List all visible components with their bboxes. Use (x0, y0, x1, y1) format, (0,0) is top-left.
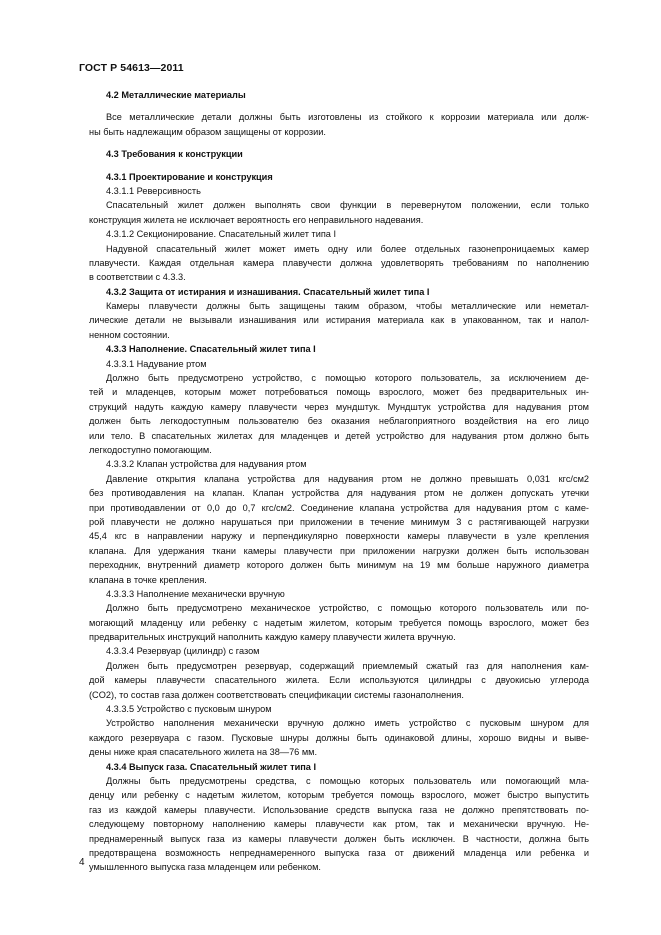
text-line: преднамеренный выпуск газа из камеры плавучести должен быть исключен. В частности, должна быть (89, 833, 589, 844)
text-line: должен быть легкодоступным пользователю без оказания неблагоприятного воздействия на его лицо (89, 416, 589, 427)
text-line: 4.3.3.2 Клапан устройства для надувания ртом (106, 459, 307, 470)
text-line: (CO2), то состав газа должен соответствовать спецификации системы газонаполнения. (89, 689, 464, 700)
text-line: Давление открытия клапана устройства для надувания ртом не должно превышать 0,031 кгс/см2 (106, 473, 589, 484)
text-line: клапана. Для удержания ткани камеры плавучести при приложении нагрузки должен быть использован (89, 545, 589, 556)
text-line: Должно быть предусмотрено механическое устройство, с помощью которого пользователь или по- (106, 603, 589, 614)
text-line: лические детали не вызывали изнашивания или истирания материала как в упакованном, так и напол- (89, 315, 589, 326)
text-line: предотвращена возможность непреднамеренного выпуска газа от движений младенца или ребенка и (89, 847, 589, 858)
text-line: 4.3.3.5 Устройство с пусковым шнуром (106, 704, 272, 715)
text-line: 4.3.3.1 Надувание ртом (106, 358, 207, 369)
text-line: Должен быть предусмотрен резервуар, содержащий приемлемый сжатый газ для наполнения кам- (106, 660, 589, 671)
paragraph-gap (89, 102, 589, 110)
text-line: без противодавления на клапан. Клапан устройства для надувания ртом не должен допускать утечки (89, 488, 589, 499)
section-heading-line: 4.3.2 Защита от истирания и изнашивания. Спасательный жилет типа I (106, 286, 430, 297)
text-line: дены ниже края спасательного жилета на 38—76 мм. (89, 747, 318, 758)
text-line: Должно быть предусмотрено устройство, с помощью которого пользователь, за исключением де- (106, 373, 589, 384)
text-line: при противодавлении от 0,0 до 0,7 кгс/см2. Соединение клапана устройства для надувания ртом с каме- (89, 502, 589, 513)
text-line: 4.3.3.3 Наполнение механически вручную (106, 588, 285, 599)
text-line: переходник, внутренний диаметр которого должен быть минимум на 19 мм больше наружного диаметра (89, 560, 589, 571)
text-line: или тело. В спасательных жилетах для младенцев и детей устройство для надувания ртом должно быть (89, 430, 589, 441)
text-line: следующему повторному наполнению камеры плавучести как ртом, так и механически вручную. Не- (89, 819, 589, 830)
text-line: Должны быть предусмотрены средства, с помощью которых пользователь или помогающий мла- (106, 775, 589, 786)
section-heading-line: 4.2 Металлические материалы (106, 90, 246, 100)
section-heading-line: 4.3.1 Проектирование и конструкция (106, 171, 273, 182)
text-line: струкций надуть каждую камеру плавучести через мундштук. Мундштук устройства для надувания ртом (89, 401, 589, 412)
section-heading-line: 4.3 Требования к конструкции (106, 149, 243, 160)
text-line: Спасательный жилет должен выполнять свои функции в перевернутом положении, если только (106, 200, 589, 211)
text-line: Камеры плавучести должны быть защищены таким образом, чтобы металлические или неметал- (106, 301, 589, 312)
text-line: конструкция жилета не исключает вероятность его неправильного надевания. (89, 214, 424, 225)
document-header: ГОСТ Р 54613—2011 (79, 62, 184, 74)
text-line: каждого резервуара с газом. Пусковые шнуры должны быть одинаковой длины, хорошо видны и выве- (89, 732, 589, 743)
text-line: Все металлические детали должны быть изготовлены из стойкого к коррозии материала или долж- (106, 112, 589, 123)
text-line: умышленного выпуска газа младенцем или ребенком. (89, 862, 321, 873)
text-line: 45,4 кгс в направлении наружу и перпендикулярно поверхности камеры плавучести в узле крепления (89, 531, 589, 542)
text-line: плавучести. Каждая отдельная камера плавучести должна удовлетворять требованиям по наполнению (89, 257, 589, 268)
document-body (89, 88, 589, 875)
text-line: 4.3.3.4 Резервуар (цилиндр) с газом (106, 646, 260, 657)
text-line: газ из каждой камеры плавучести. Использование средств выпуска газа не должно препятствовать по- (89, 804, 589, 815)
text-line: 4.3.1.1 Реверсивность (106, 185, 201, 196)
text-line: 4.3.1.2 Секционирование. Спасательный жилет типа I (106, 229, 337, 240)
paragraph-gap (89, 139, 589, 147)
page-number: 4 (79, 857, 85, 868)
text-line: предварительных инструкций наполнить каждую камеру плавучести жилета вручную. (89, 632, 456, 643)
text-line: в соответствии с 4.3.3. (89, 272, 186, 283)
text-line: дой камеры плавучести спасательного жилета. Если используются цилиндры с двуокисью углерода (89, 675, 589, 686)
text-line: клапана в точке крепления. (89, 574, 207, 585)
section-heading-line: 4.3.4 Выпуск газа. Спасательный жилет типа I (106, 761, 317, 772)
text-line: Надувной спасательный жилет может иметь одну или более отдельных газонепроницаемых камер (106, 243, 589, 254)
text-line: ненном состоянии. (89, 329, 170, 340)
text-line: Устройство наполнения механически вручную должно иметь устройство с пусковым шнуром для (106, 718, 589, 729)
text-line: ны быть надлежащим образом защищены от коррозии. (89, 126, 326, 137)
text-line: легкодоступно помогающим. (89, 444, 212, 455)
paragraph-gap (89, 162, 589, 170)
text-line: рой плавучести не должно нарушаться при приложении в течение минимум 3 с растягивающей нагрузки (89, 516, 589, 527)
text-line: могающий младенцу или ребенку с надетым жилетом, которым требуется помощь взрослого, может без (89, 617, 589, 628)
text-line: тей и младенцев, которым может потребоваться помощь взрослого, может без предварительных ин- (89, 387, 589, 398)
section-heading-line: 4.3.3 Наполнение. Спасательный жилет типа I (106, 344, 316, 355)
text-line: денцу или ребенку с надетым жилетом, которым требуется помощь взрослого, может быстро выпустить (89, 790, 589, 801)
